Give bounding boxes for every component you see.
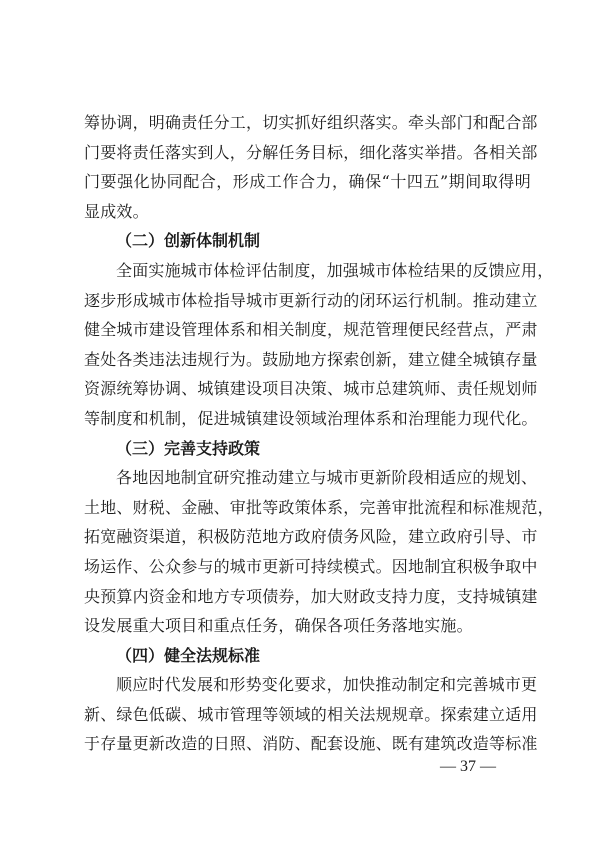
section-heading-3: （三）完善支持政策: [116, 438, 261, 458]
text-line: 场运作、公众参与的城市更新可持续模式。因地制宜积极争取中: [84, 556, 538, 576]
text-line: 门要将责任落实到人，分解任务目标，细化落实举措。各相关部: [84, 142, 538, 162]
document-body: [84, 108, 554, 759]
text-line: 拓宽融资渠道，积极防范地方政府债务风险，建立政府引导、市: [84, 527, 538, 547]
text-line: 新、绿色低碳、城市管理等领域的相关法规规章。探索建立适用: [84, 704, 538, 724]
text-line: 土地、财税、金融、审批等政策体系，完善审批流程和标准规范，: [84, 497, 554, 517]
text-line: 设发展重大项目和重点任务，确保各项任务落地实施。: [84, 616, 473, 636]
text-line: 于存量更新改造的日照、消防、配套设施、既有建筑改造等标准: [84, 734, 538, 754]
text-line: 全面实施城市体检评估制度，加强城市体检结果的反馈应用，: [116, 260, 554, 280]
text-line: 查处各类违法违规行为。鼓励地方探索创新，建立健全城镇存量: [84, 349, 538, 369]
text-line: 逐步形成城市体检指导城市更新行动的闭环运行机制。推动建立: [84, 290, 538, 310]
text-line: 显成效。: [84, 201, 149, 221]
text-line: 各地因地制宜研究推动建立与城市更新阶段相适应的规划、: [116, 468, 538, 488]
section-heading-4: （四）健全法规标准: [116, 645, 261, 665]
page-number: — 37 —: [440, 758, 496, 775]
text-line: 央预算内资金和地方专项债券，加大财政支持力度，支持城镇建: [84, 586, 538, 606]
text-line: 顺应时代发展和形势变化要求，加快推动制定和完善城市更: [116, 675, 538, 695]
text-line: 健全城市建设管理体系和相关制度，规范管理便民经营点，严肃: [84, 320, 538, 340]
text-line: 筹协调，明确责任分工，切实抓好组织落实。牵头部门和配合部: [84, 113, 538, 132]
text-line: 等制度和机制，促进城镇建设领域治理体系和治理能力现代化。: [84, 408, 538, 428]
section-heading-2: （二）创新体制机制: [116, 231, 261, 251]
text-line: 资源统筹协调、城镇建设项目决策、城市总建筑师、责任规划师: [84, 379, 538, 399]
text-line: 门要强化协同配合，形成工作合力，确保“十四五”期间取得明: [84, 172, 531, 192]
